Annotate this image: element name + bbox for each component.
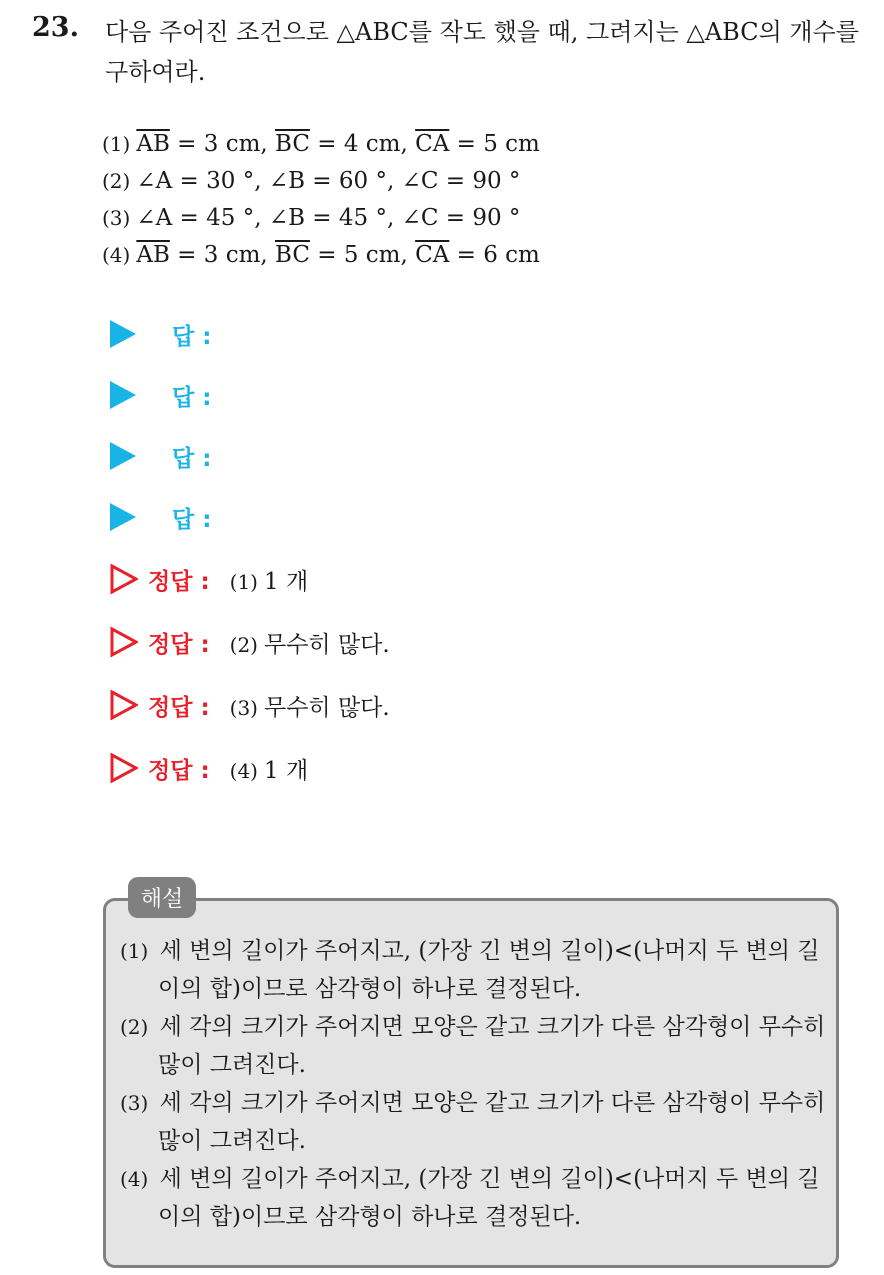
condition-text: = 3 cm, xyxy=(169,242,276,268)
answer-label: 답 : xyxy=(172,323,212,350)
explanation-text: 세 변의 길이가 주어지고, (가장 긴 변의 길이)<(나머지 두 변의 길이의 합)이므로 삼각형이 하나로 결정된다. xyxy=(158,1166,820,1230)
condition-list xyxy=(102,126,540,274)
solution-number: (1) xyxy=(229,569,258,594)
segment-label: $\overline{BC}$ xyxy=(275,242,310,268)
explanation-text: 세 각의 크기가 주어지면 모양은 같고 크기가 다른 삼각형이 무수히 많이 그려진다. xyxy=(158,1014,826,1078)
condition-number: (1) xyxy=(102,132,131,156)
answer-label: 답 : xyxy=(172,506,212,533)
condition-text: = 6 cm xyxy=(449,242,540,268)
play-triangle-icon xyxy=(110,381,136,409)
play-triangle-icon xyxy=(110,503,136,531)
outline-triangle-icon xyxy=(110,753,138,783)
explanation-tab: 해설 xyxy=(128,877,196,918)
explanation-text: 세 변의 길이가 주어지고, (가장 긴 변의 길이)<(나머지 두 변의 길이의 합)이므로 삼각형이 하나로 결정된다. xyxy=(158,938,820,1002)
play-triangle-icon xyxy=(110,442,136,470)
solution-row xyxy=(110,622,390,662)
answer-label: 답 : xyxy=(172,384,212,411)
condition-number: (3) xyxy=(102,206,131,230)
condition-text: = 5 cm, xyxy=(309,242,416,268)
answer-row xyxy=(110,375,211,415)
solution-text xyxy=(230,752,309,785)
solution-value: 무수히 많다. xyxy=(264,631,390,658)
explanation-item xyxy=(120,932,832,1008)
condition-number: (2) xyxy=(102,169,131,193)
play-triangle-icon xyxy=(110,320,136,348)
question-number: 23. xyxy=(32,12,79,43)
solution-number: (3) xyxy=(229,695,258,720)
explanation-item xyxy=(120,1084,832,1160)
explanation-number: (2) xyxy=(120,1015,149,1039)
solution-text xyxy=(230,563,309,596)
solution-text xyxy=(230,689,390,722)
condition-text: = 4 cm, xyxy=(309,131,416,157)
solution-row xyxy=(110,748,308,788)
answer-row xyxy=(110,314,211,354)
condition-item xyxy=(102,126,540,163)
solution-label: 정답 : xyxy=(148,694,210,721)
condition-item xyxy=(102,163,540,200)
solution-row xyxy=(110,559,308,599)
answer-row xyxy=(110,497,211,537)
explanation-item xyxy=(120,1160,832,1236)
condition-text: = 5 cm xyxy=(449,131,540,157)
solution-value: 1 개 xyxy=(264,568,309,595)
answer-label: 답 : xyxy=(172,445,212,472)
solution-text xyxy=(230,626,390,659)
outline-triangle-icon xyxy=(110,564,138,594)
segment-label: $\overline{CA}$ xyxy=(415,131,450,157)
answer-row xyxy=(110,436,211,476)
outline-triangle-icon xyxy=(110,627,138,657)
explanation-number: (3) xyxy=(120,1091,149,1115)
explanation-number: (4) xyxy=(120,1167,149,1191)
segment-label: $\overline{AB}$ xyxy=(136,131,170,157)
segment-label: $\overline{BC}$ xyxy=(275,131,310,157)
condition-number: (4) xyxy=(102,243,131,267)
condition-text: ∠A = 30 °, ∠B = 60 °, ∠C = 90 ° xyxy=(136,168,521,194)
solution-value: 1 개 xyxy=(264,757,309,784)
explanation-number: (1) xyxy=(120,939,149,963)
condition-item xyxy=(102,237,540,274)
question-text: 다음 주어진 조건으로 △ABC를 작도 했을 때, 그려지는 △ABC의 개수를 구하여라. xyxy=(105,18,859,86)
condition-item xyxy=(102,200,540,237)
solution-label: 정답 : xyxy=(148,757,210,784)
solution-number: (2) xyxy=(229,632,258,657)
solution-value: 무수히 많다. xyxy=(264,694,390,721)
outline-triangle-icon xyxy=(110,690,138,720)
explanation-list xyxy=(120,932,832,1236)
solution-row xyxy=(110,685,390,725)
solution-number: (4) xyxy=(229,758,258,783)
segment-label: $\overline{AB}$ xyxy=(136,242,170,268)
condition-text: = 3 cm, xyxy=(169,131,276,157)
solution-label: 정답 : xyxy=(148,568,210,595)
explanation-item xyxy=(120,1008,832,1084)
condition-text: ∠A = 45 °, ∠B = 45 °, ∠C = 90 ° xyxy=(136,205,521,231)
segment-label: $\overline{CA}$ xyxy=(415,242,450,268)
solution-label: 정답 : xyxy=(148,631,210,658)
explanation-text: 세 각의 크기가 주어지면 모양은 같고 크기가 다른 삼각형이 무수히 많이 그려진다. xyxy=(158,1090,826,1154)
